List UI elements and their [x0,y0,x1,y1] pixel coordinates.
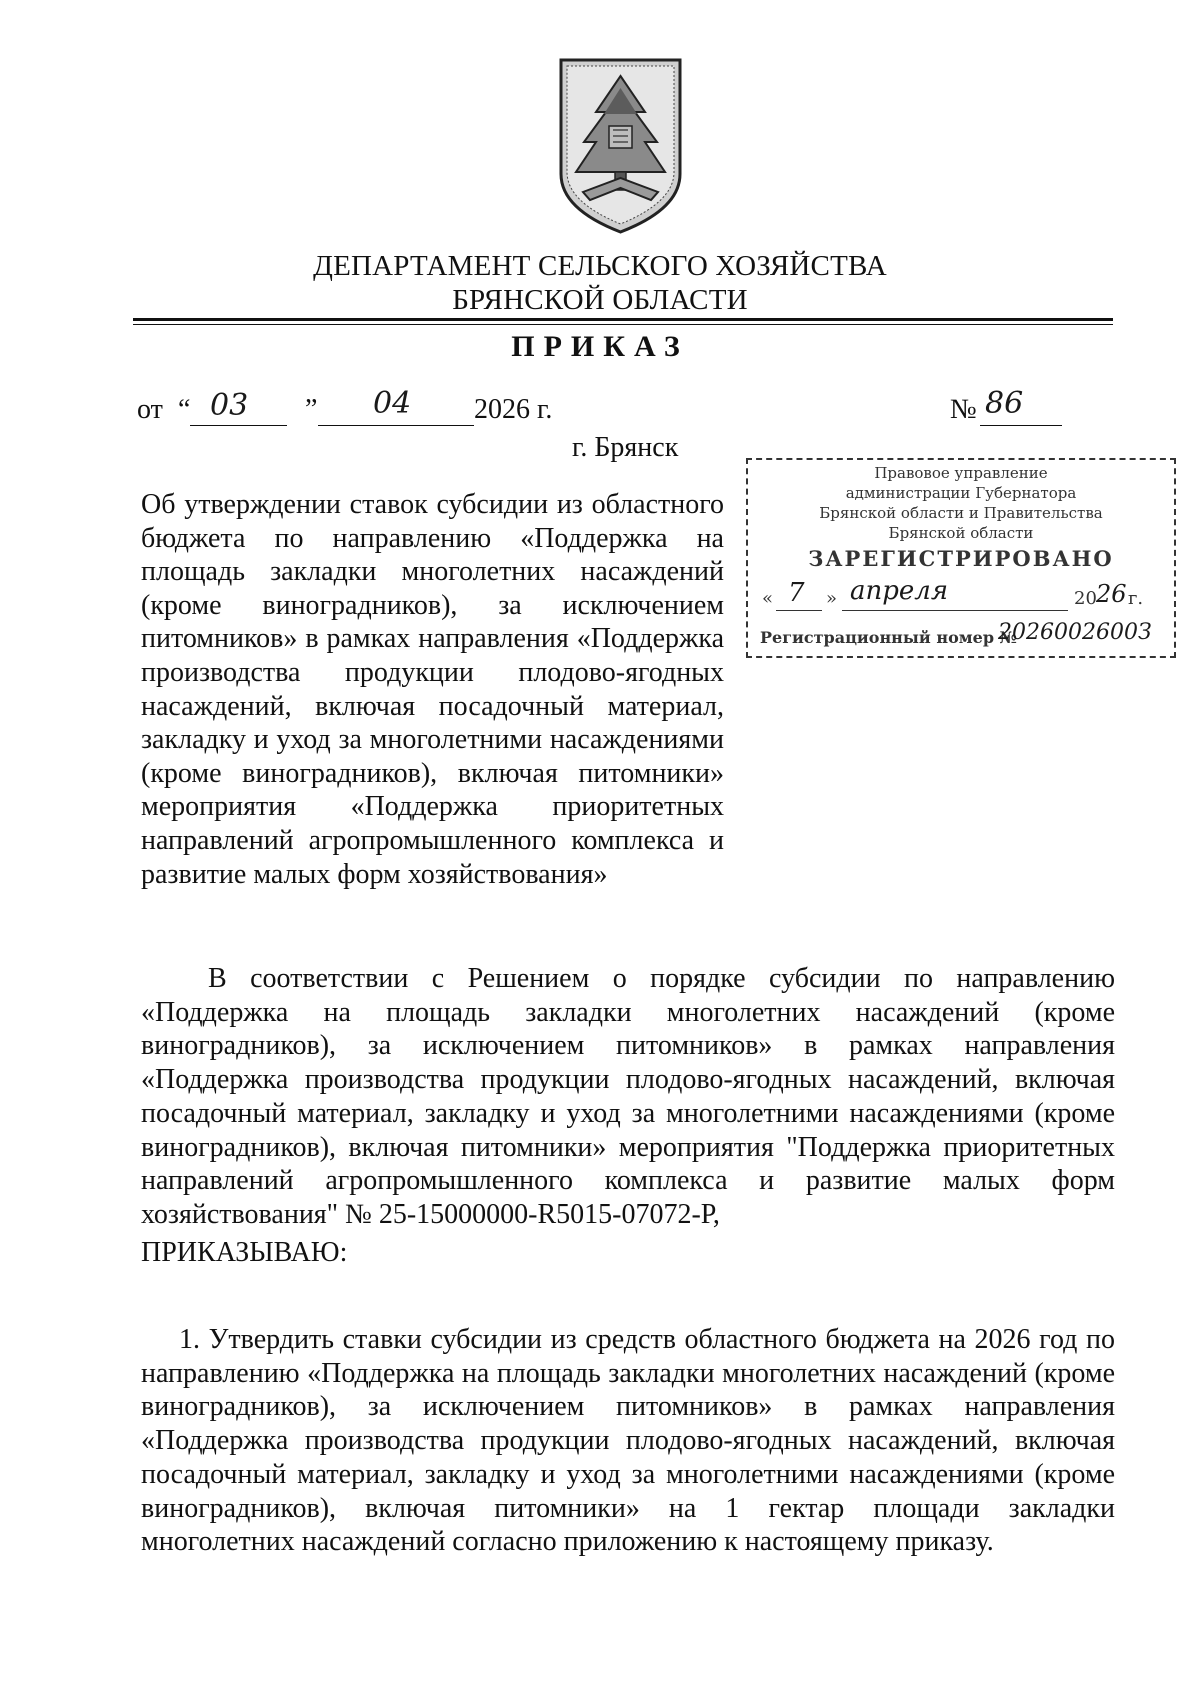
stamp-day-handwritten: 7 [788,578,805,608]
stamp-status: ЗАРЕГИСТРИРОВАНО [808,546,1114,571]
order-number-label: № [950,394,977,425]
stamp-year-handwritten: 26 [1096,580,1127,608]
date-open-quote: “ [178,394,191,425]
order-number-underline [980,425,1062,426]
department-name-line1: ДЕПАРТАМЕНТ СЕЛЬСКОГО ХОЗЯЙСТВА [313,250,887,282]
document-title: ПРИКАЗ [511,330,689,363]
order-number-handwritten: 86 [985,386,1024,421]
stamp-line4: Брянской области [888,524,1034,542]
stamp-reg-number-handwritten: 2026002600З [998,620,1152,645]
date-day-handwritten: 03 [210,388,249,423]
registration-stamp [746,458,1176,658]
stamp-day-underline [776,610,822,611]
stamp-line3: Брянской области и Правительства [819,504,1103,522]
stamp-year-end: г. [1128,588,1144,609]
stamp-month-underline [842,610,1068,611]
header-rule-thick [133,318,1113,321]
date-month-underline [318,425,474,426]
order-word: ПРИКАЗЫВАЮ: [141,1237,348,1268]
header-rule-thin [133,324,1113,325]
date-close-quote: ” [305,394,318,425]
date-year: 2026 г. [474,394,553,425]
item-1-paragraph: 1. Утвердить ставки субсидии из средств областного бюджета на 2026 год по направлению «Поддержка на площадь закладки многолетних насаждений (кроме виноградников), за исключением питомников» в рамках направления «Поддержка производства продукции плодово-ягодных насаждений, включая посадочный материал, закладку и уход за многолетними насаждениями (кроме виноградников), включая питомники» на 1 гектар площади закладки многолетних насаждений согласно приложению к настоящему приказу. [141,1324,1115,1558]
preamble-paragraph: В соответствии с Решением о порядке субсидии по направлению «Поддержка на площадь закладки многолетних насаждений (кроме виноградников), за исключением питомников» в рамках направления «Поддержка производства продукции плодово-ягодных насаждений, включая посадочный материал, закладку и уход за многолетними насаждениями (кроме виноградников), включая питомники» мероприятия "Поддержка приоритетных направлений агропромышленного комплекса и развитие малых форм хозяйствования" № 25-15000000-R5015-07072-Р, [141,963,1115,1230]
date-day-underline [190,425,287,426]
date-prefix: от [137,394,163,425]
stamp-line2: администрации Губернатора [845,484,1077,502]
stamp-close-quote: » [826,588,838,609]
stamp-date-row [762,576,1162,616]
date-month-handwritten: 04 [373,386,412,421]
order-subject: Об утверждении ставок субсидии из областного бюджета по направлению «Поддержка на площадь закладки многолетних насаждений (кроме виноградников), за исключением питомников» в рамках направления «Поддержка производства продукции плодово-ягодных насаждений, включая посадочный материал, закладку и уход за многолетними насаждениями (кроме виноградников), включая питомники» мероприятия «Поддержка приоритетных направлений агропромышленного комплекса и развитие малых форм хозяйствования» [141,489,724,890]
department-name-line2: БРЯНСКОЙ ОБЛАСТИ [452,284,748,316]
stamp-year-prefix: 20 [1074,588,1097,609]
stamp-line1: Правовое управление [874,464,1048,482]
stamp-open-quote: « [762,588,774,609]
stamp-month-handwritten: апреля [850,576,949,606]
stamp-reg-label: Регистрационный номер № [760,628,1017,647]
city-name: г. Брянск [572,432,679,463]
stamp-reg-row [760,620,1170,654]
coat-of-arms-emblem [553,54,688,234]
